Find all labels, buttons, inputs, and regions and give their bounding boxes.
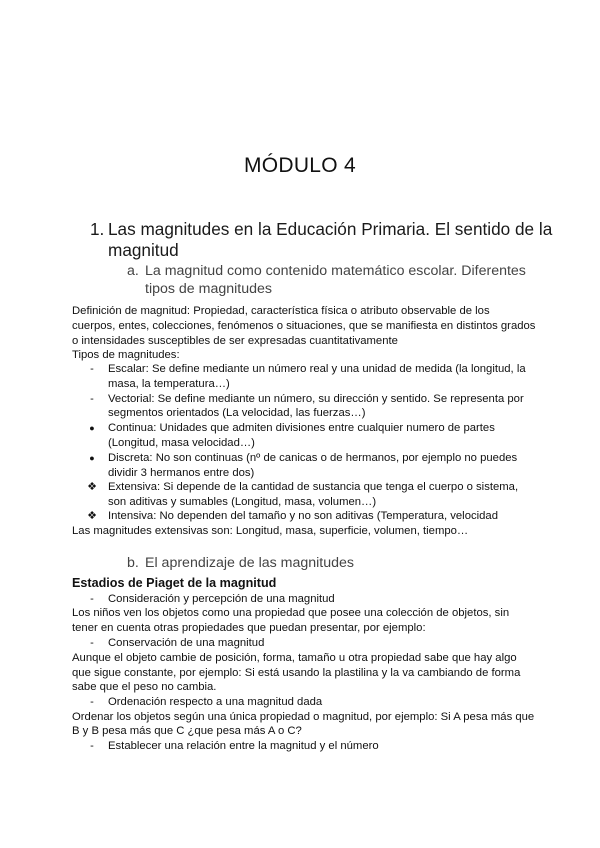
subsection-b-letter: b.: [127, 555, 139, 571]
section-1-number: 1.: [90, 219, 105, 239]
list-bullet-dash: -: [90, 593, 94, 605]
list-bullet-diamond: ❖: [87, 481, 97, 493]
piaget-stage-1-text-line1: Los niños ven los objetos como una propiedad que posee una colección de objetos, sin: [72, 607, 510, 619]
list-bullet-dash: -: [90, 393, 94, 405]
extensive-note: Las magnitudes extensivas son: Longitud, masa, superficie, volumen, tiempo…: [72, 525, 469, 537]
piaget-stage-4: Establecer una relación entre la magnitud y el número: [108, 740, 379, 752]
page-title: MÓDULO 4: [243, 154, 357, 177]
list-bullet-dot: ●: [89, 453, 95, 463]
list-bullet-dash: -: [90, 637, 94, 649]
list-item-continua-line1: Continua: Unidades que admiten divisiones entre cualquier numero de partes: [108, 422, 495, 434]
list-bullet-diamond: ❖: [87, 510, 97, 522]
list-item-intensiva-line1: Intensiva: No dependen del tamaño y no son aditivas (Temperatura, velocidad: [108, 510, 498, 522]
piaget-stage-2-text-line1: Aunque el objeto cambie de posición, forma, tamaño u otra propiedad sabe que hay algo: [72, 652, 517, 664]
list-item-discreta-line2: dividir 3 hermanos entre dos): [108, 467, 255, 479]
subsection-a-heading-line2: tipos de magnitudes: [145, 281, 272, 297]
definition-line3: o intensidades susceptibles de ser expresadas cuantitativamente: [72, 335, 398, 347]
definition-line2: cuerpos, entes, colecciones, fenómenos o situaciones, que se manifiesta en distintos grados: [72, 320, 536, 332]
list-bullet-dash: -: [90, 740, 94, 752]
list-item-extensiva-line2: son aditivas y sumables (Longitud, masa, volumen…): [108, 496, 377, 508]
piaget-stage-2: Conservación de una magnitud: [108, 637, 265, 649]
piaget-stage-2-text-line3: sabe que el peso no cambia.: [72, 681, 217, 693]
section-1-heading-line1: Las magnitudes en la Educación Primaria. El sentido de la: [108, 219, 553, 239]
types-heading: Tipos de magnitudes:: [72, 349, 180, 361]
section-1-heading-line2: magnitud: [108, 240, 179, 260]
list-item-escalar-line1: Escalar: Se define mediante un número real y una unidad de medida (la longitud, la: [108, 363, 526, 375]
piaget-stage-2-text-line2: que sigue constante, por ejemplo: Si está usando la plastilina y la va cambiando de forma: [72, 667, 521, 679]
piaget-stage-3: Ordenación respecto a una magnitud dada: [108, 696, 323, 708]
subsection-a-heading-line1: La magnitud como contenido matemático escolar. Diferentes: [145, 263, 526, 279]
list-item-escalar-line2: masa, la temperatura…): [108, 378, 230, 390]
list-item-discreta-line1: Discreta: No son continuas (nº de canicas o de hermanos, por ejemplo no puedes: [108, 452, 518, 464]
piaget-stage-3-text-line2: B y B pesa más que C ¿que pesa más A o C?: [72, 725, 302, 737]
subsection-b-heading: El aprendizaje de las magnitudes: [145, 555, 355, 571]
list-bullet-dash: -: [90, 363, 94, 375]
list-item-extensiva-line1: Extensiva: Si depende de la cantidad de sustancia que tenga el cuerpo o sistema,: [108, 481, 519, 493]
list-bullet-dash: -: [90, 696, 94, 708]
list-bullet-dot: ●: [89, 423, 95, 433]
piaget-heading: Estadios de Piaget de la magnitud: [72, 576, 277, 590]
list-item-vectorial-line1: Vectorial: Se define mediante un número, su dirección y sentido. Se representa por: [108, 393, 524, 405]
piaget-stage-1: Consideración y percepción de una magnitud: [108, 593, 335, 605]
subsection-a-letter: a.: [127, 263, 139, 279]
list-item-continua-line2: (Longitud, masa velocidad…): [108, 437, 255, 449]
piaget-stage-1-text-line2: tener en cuenta otras propiedades que puedan presentar, por ejemplo:: [72, 622, 426, 634]
list-item-vectorial-line2: segmentos orientados (La velocidad, las fuerzas…): [108, 407, 366, 419]
definition-line1: Definición de magnitud: Propiedad, característica física o atributo observable de los: [72, 305, 490, 317]
piaget-stage-3-text-line1: Ordenar los objetos según una única propiedad o magnitud, por ejemplo: Si A pesa más que: [72, 711, 535, 723]
